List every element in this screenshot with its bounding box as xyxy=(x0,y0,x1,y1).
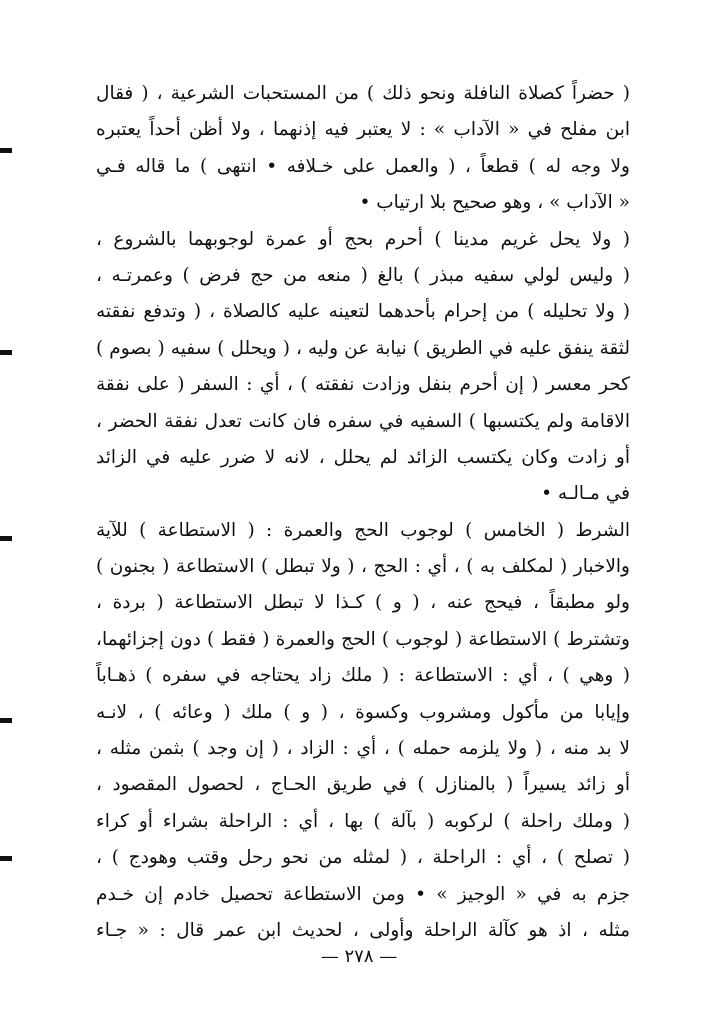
text-line: لا بد منه ، ( ولا يلزمه حمله ) ، أي : الزاد ، ( إن وجد ) بثمن مثله ، xyxy=(96,738,630,760)
text-line: ولا وجه له ) قطعاً ، ( والعمل على خـلافه • انتهى ) ما قاله فـي xyxy=(96,155,630,177)
text-line: الاقامة ولم يكتسبها ) السفيه في سفره فان كانت تعدل نفقة الحضر ، xyxy=(96,410,630,432)
margin-mark xyxy=(0,350,12,355)
text-line: ولو مطبقاً ، فيحج عنه ، ( و ) كـذا لا تبطل الاستطاعة ( بردة ، xyxy=(96,592,630,614)
text-line: ( ولا يحل غريم مدينا ) أحرم بحج أو عمرة لوجوبهما بالشروع ، xyxy=(96,228,630,250)
text-line: أو زائد يسيراً ( بالمنازل ) في طريق الحـاج ، لحصول المقصود ، xyxy=(96,774,630,796)
text-line: وتشترط ) الاستطاعة ( لوجوب ) الحج والعمرة ( فقط ) دون إجزائهما، xyxy=(96,628,630,650)
text-line: ( ولا تحليله ) من إحرام بأحدهما لتعينه عليه كالصلاة ، ( وتدفع نفقته xyxy=(96,301,630,323)
margin-mark xyxy=(0,148,12,153)
text-line: ( وهي ) ، أي : الاستطاعة : ( ملك زاد يحتاجه في سفره ) ذهـاباً xyxy=(96,665,630,687)
text-line: مثله ، اذ هو كآلة الراحلة وأولى ، لحديث ابن عمر قال : « جـاء xyxy=(96,919,630,941)
text-line: في مـالـه • xyxy=(541,483,630,505)
text-line: كحر معسر ( إن أحرم بنفل وزادت نفقته ) ، أي : السفر ( على نفقة xyxy=(96,374,630,396)
text-line: لثقة ينفق عليه في الطريق ) نيابة عن وليه ، ( ويحلل ) سفيه ( بصوم ) xyxy=(96,337,630,359)
text-line: « الآداب » ، وهو صحيح بلا ارتياب • xyxy=(359,192,630,214)
margin-mark xyxy=(0,718,12,723)
text-line: والاخبار ( لمكلف به ) ، أي : الحج ، ( ولا تبطل ) الاستطاعة ( بجنون ) xyxy=(96,556,630,578)
text-line: ( حضراً كصلاة النافلة ونحو ذلك ) من المستحبات الشرعية ، ( فقال xyxy=(96,83,630,104)
body-text xyxy=(96,76,630,949)
text-line: جزم به في « الوجيز » • ومن الاستطاعة تحصيل خادم إن خـدم xyxy=(96,883,630,905)
text-line: وإيابا من مأكول ومشروب وكسوة ، ( و ) ملك ( وعائه ) ، لانـه xyxy=(96,701,630,723)
margin-mark xyxy=(0,856,12,861)
text-line: ابن مفلح في « الآداب » : لا يعتبر فيه إذنهما ، ولا أظن أحداً يعتبره xyxy=(96,119,630,141)
page-number: — ٢٧٨ — xyxy=(320,946,398,967)
text-line: الشرط ( الخامس ) لوجوب الحج والعمرة : ( الاستطاعة ) للآية xyxy=(96,519,630,541)
text-line: ( وليس لولي سفيه مبذر ) بالغ ( منعه من حج فرض ) وعمرتـه ، xyxy=(96,264,630,286)
text-line: ( وملك راحلة ) لركوبه ( بآلة ) بها ، أي : الراحلة بشراء أو كراء xyxy=(96,810,630,832)
text-line: أو زادت وكان يكتسب الزائد لم يحلل ، لانه لا ضرر عليه في الزائد xyxy=(96,446,630,468)
margin-mark xyxy=(0,536,12,541)
text-line: ( تصلح ) ، أي : الراحلة ، ( لمثله من نحو رحل وقتب وهودج ) ، xyxy=(96,847,630,869)
